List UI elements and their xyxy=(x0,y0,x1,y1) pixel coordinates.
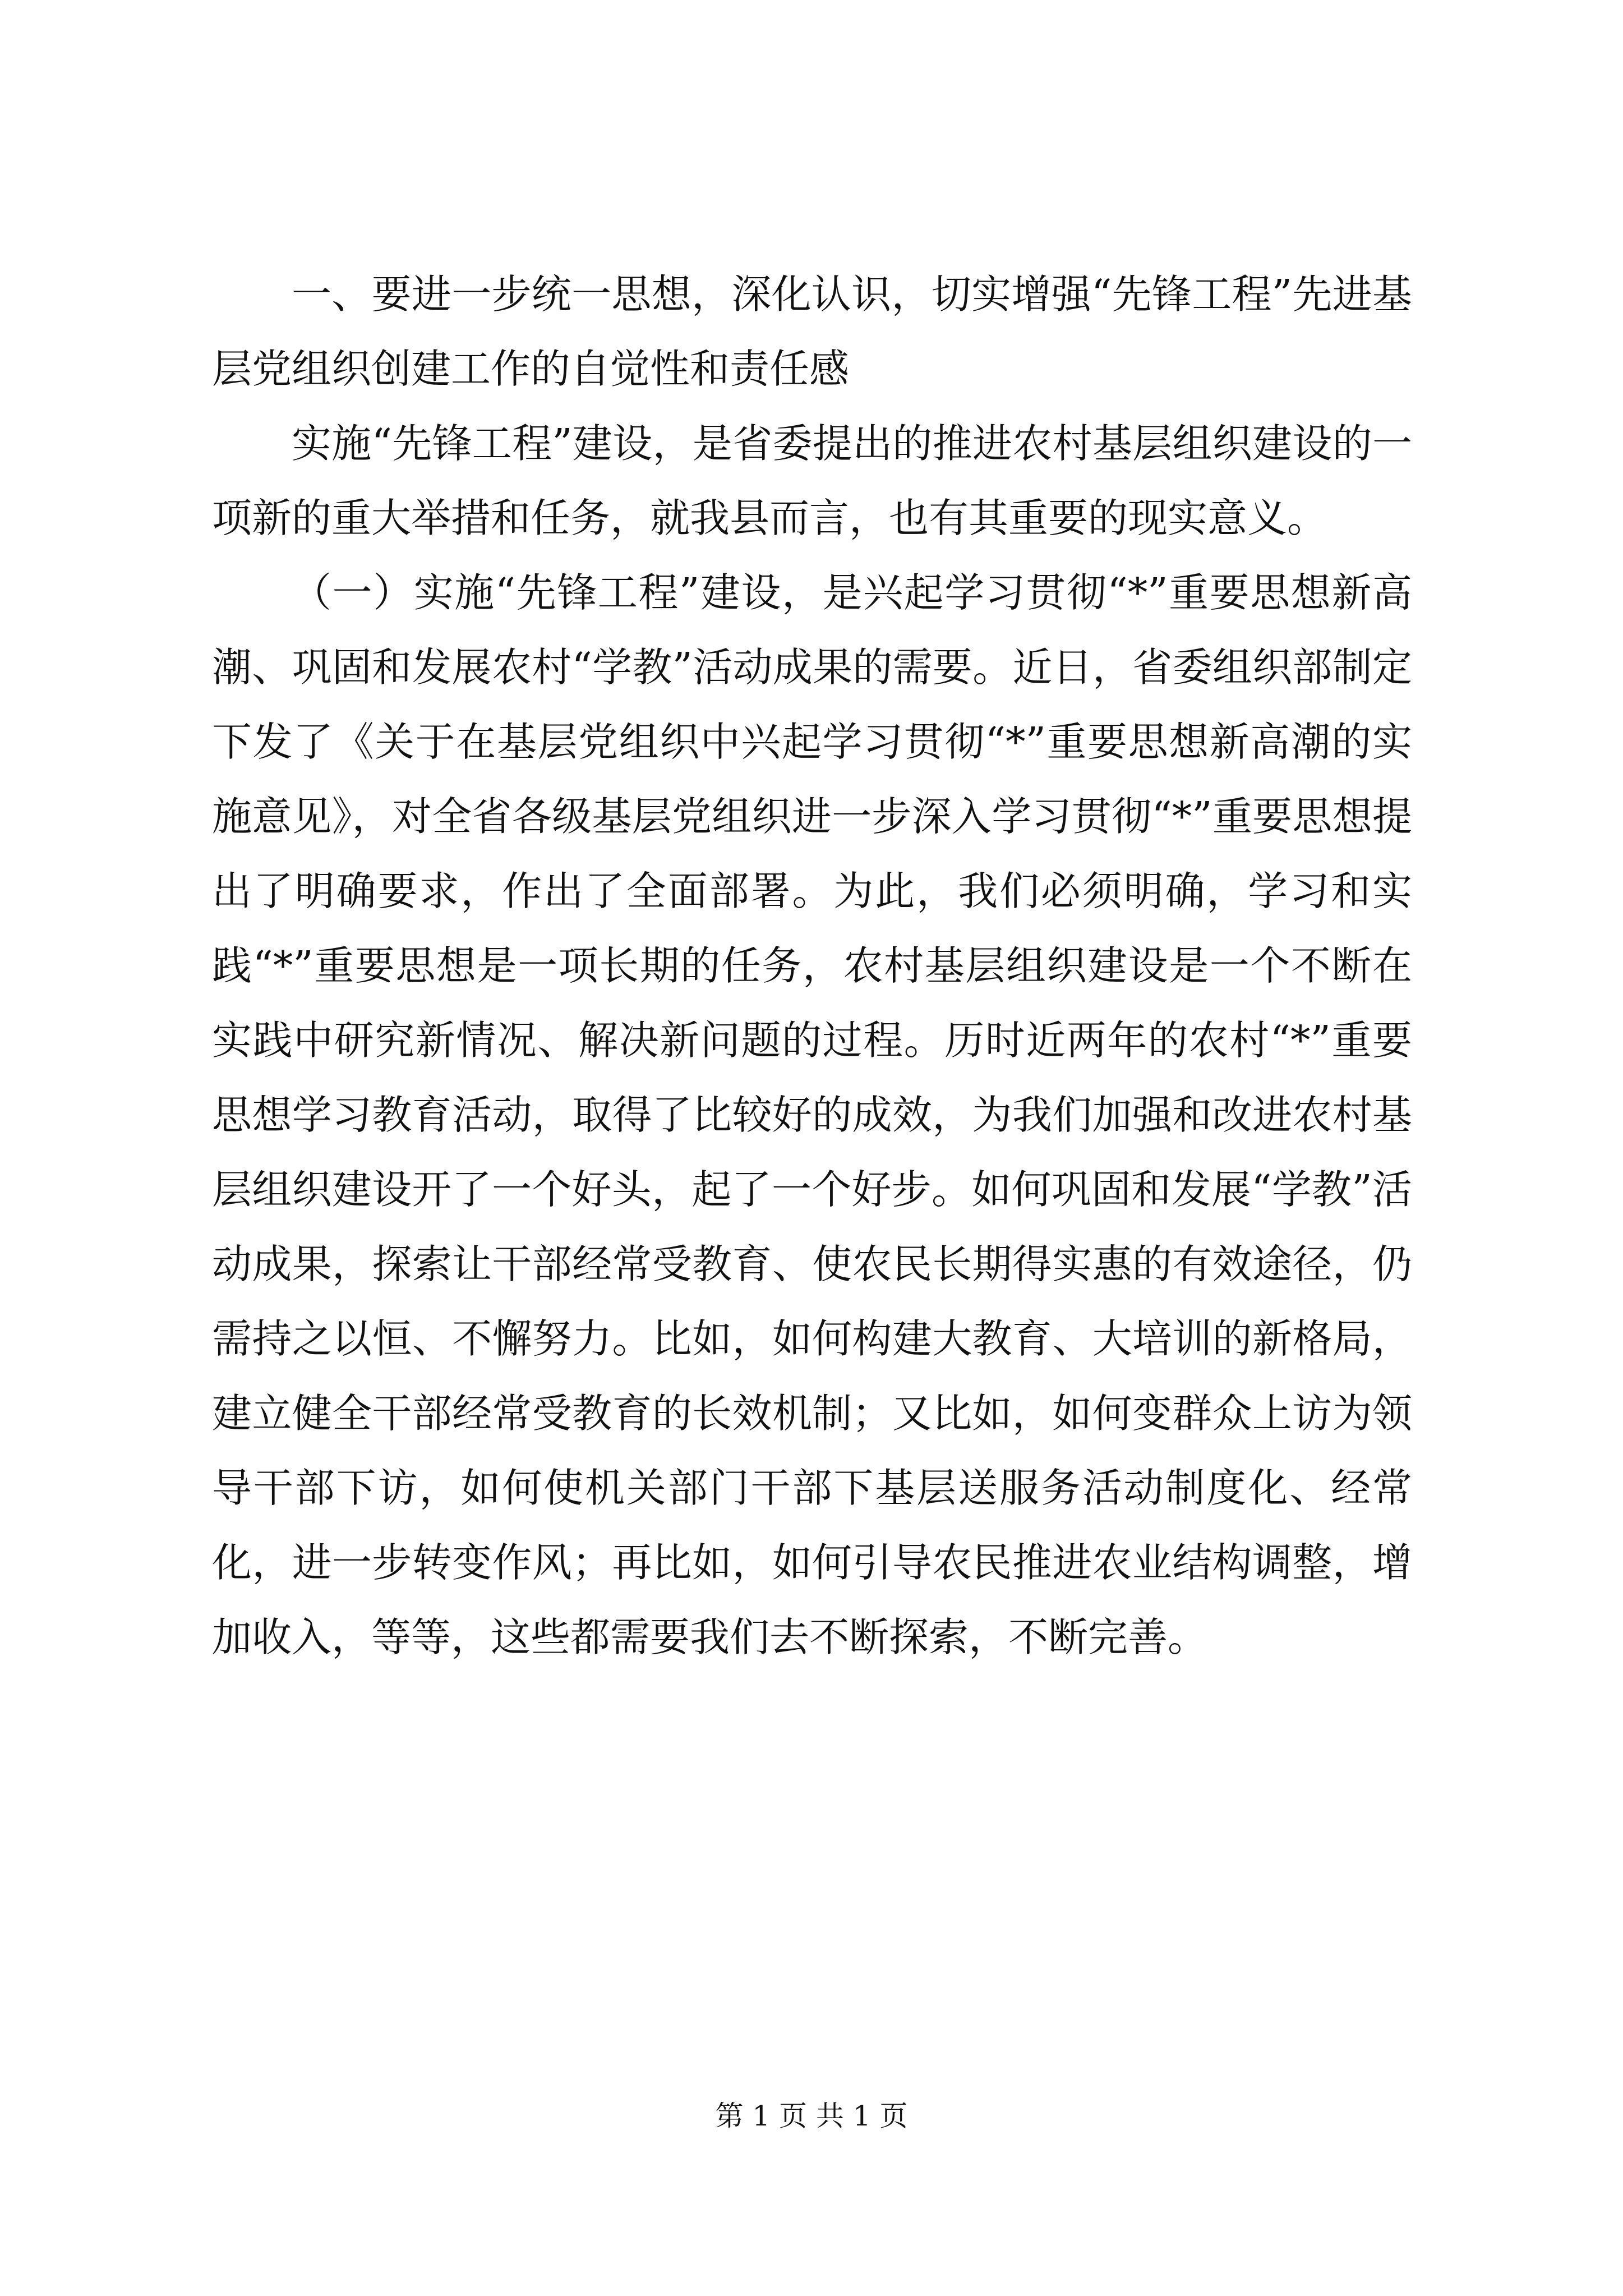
document-body xyxy=(212,257,1412,1674)
page-footer: 第 1 页 共 1 页 xyxy=(715,2100,908,2132)
body-paragraph: （一）实施“先锋工程”建设，是兴起学习贯彻“*”重要思想新高潮、巩固和发展农村“学教”活动成果的需要。近日，省委组织部制定下发了《关于在基层党组织中兴起学习贯彻“*”重要思想新高潮的实施意见》，对全省各级基层党组织进一步深入学习贯彻“*”重要思想提出了明确要求，作出了全面部署。为此，我们必须明确，学习和实践“*”重要思想是一项长期的任务，农村基层组织建设是一个不断在实践中研究新情况、解决新问题的过程。历时近两年的农村“*”重要思想学习教育活动，取得了比较好的成效，为我们加强和改进农村基层组织建设开了一个好头，起了一个好步。如何巩固和发展“学教”活动成果，探索让干部经常受教育、使农民长期得实惠的有效途径，仍需持之以恒、不懈努力。比如，如何构建大教育、大培训的新格局，建立健全干部经常受教育的长效机制；又比如，如何变群众上访为领导干部下访，如何使机关部门干部下基层送服务活动制度化、经常化，进一步转变作风；再比如，如何引导农民推进农业结构调整，增加收入，等等，这些都需要我们去不断探索，不断完善。 xyxy=(212,569,1412,1660)
body-paragraph: 实施“先锋工程”建设，是省委提出的推进农村基层组织建设的一项新的重大举措和任务，就我县而言，也有其重要的现实意义。 xyxy=(212,420,1412,541)
section-heading: 一、要进一步统一思想，深化认识，切实增强“先锋工程”先进基层党组织创建工作的自觉性和责任感 xyxy=(212,271,1412,392)
